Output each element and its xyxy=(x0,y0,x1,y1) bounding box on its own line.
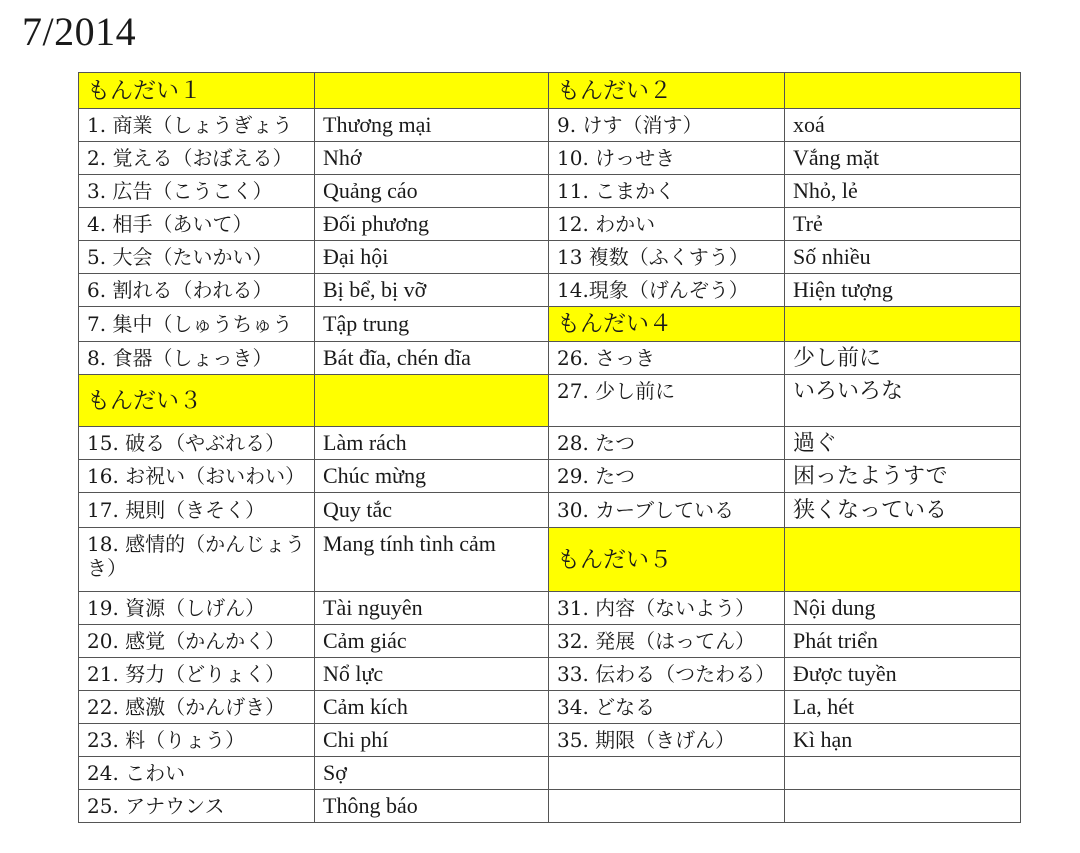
term-cell: 31. 内容（ないよう） xyxy=(549,592,785,625)
meaning-cell: Quy tắc xyxy=(315,493,549,528)
table-row xyxy=(79,757,1021,790)
meaning-cell: 困ったようすで xyxy=(785,460,1021,493)
meaning-cell: Nhỏ, lẻ xyxy=(785,175,1021,208)
table-row xyxy=(79,592,1021,625)
table-row xyxy=(79,724,1021,757)
table-row xyxy=(79,73,1021,109)
table-cell xyxy=(315,375,549,427)
meaning-cell: Làm rách xyxy=(315,427,549,460)
term-cell: 16. お祝い（おいわい） xyxy=(79,460,315,493)
table-row xyxy=(79,142,1021,175)
table-cell xyxy=(785,307,1021,342)
meaning-cell: Nhớ xyxy=(315,142,549,175)
meaning-cell: Tập trung xyxy=(315,307,549,342)
term-cell: 12. わかい xyxy=(549,208,785,241)
meaning-cell: Phát triển xyxy=(785,625,1021,658)
meaning-cell: Vắng mặt xyxy=(785,142,1021,175)
table-row xyxy=(79,274,1021,307)
meaning-cell: 過ぐ xyxy=(785,427,1021,460)
meaning-cell: Được tuyền xyxy=(785,658,1021,691)
term-cell: 21. 努力（どりょく） xyxy=(79,658,315,691)
term-cell: 27. 少し前に xyxy=(549,375,785,427)
term-cell: 22. 感激（かんげき） xyxy=(79,691,315,724)
term-cell: 26. さっき xyxy=(549,342,785,375)
term-cell: 7. 集中（しゅうちゅう xyxy=(79,307,315,342)
term-cell: 28. たつ xyxy=(549,427,785,460)
meaning-cell: Kì hạn xyxy=(785,724,1021,757)
term-cell: 13 複数（ふくすう） xyxy=(549,241,785,274)
table-cell xyxy=(315,73,549,109)
meaning-cell: Đối phương xyxy=(315,208,549,241)
meaning-cell: Chúc mừng xyxy=(315,460,549,493)
meaning-cell: Thương mại xyxy=(315,109,549,142)
term-cell: 6. 割れる（われる） xyxy=(79,274,315,307)
section-header-mondai-4: もんだい４ xyxy=(549,307,785,342)
section-header-mondai-2: もんだい２ xyxy=(549,73,785,109)
term-cell: 33. 伝わる（つたわる） xyxy=(549,658,785,691)
term-cell: 35. 期限（きげん） xyxy=(549,724,785,757)
term-cell: 14.現象（げんぞう） xyxy=(549,274,785,307)
term-cell: 20. 感覚（かんかく） xyxy=(79,625,315,658)
meaning-cell xyxy=(785,790,1021,823)
meaning-cell: Sợ xyxy=(315,757,549,790)
meaning-cell: Thông báo xyxy=(315,790,549,823)
table-cell xyxy=(785,528,1021,592)
term-cell: 17. 規則（きそく） xyxy=(79,493,315,528)
meaning-cell: いろいろな xyxy=(785,375,1021,427)
meaning-cell: 狭くなっている xyxy=(785,493,1021,528)
term-cell: 10. けっせき xyxy=(549,142,785,175)
meaning-cell: Cảm kích xyxy=(315,691,549,724)
meaning-cell: Hiện tượng xyxy=(785,274,1021,307)
meaning-cell: Chi phí xyxy=(315,724,549,757)
term-cell: 5. 大会（たいかい） xyxy=(79,241,315,274)
table-row xyxy=(79,528,1021,592)
term-cell: 23. 料（りょう） xyxy=(79,724,315,757)
table-row xyxy=(79,625,1021,658)
table-row xyxy=(79,375,1021,427)
term-cell: 30. カーブしている xyxy=(549,493,785,528)
meaning-cell: Đại hội xyxy=(315,241,549,274)
vocabulary-table xyxy=(78,72,1021,823)
meaning-cell: Trẻ xyxy=(785,208,1021,241)
term-cell xyxy=(549,757,785,790)
meaning-cell: Cảm giác xyxy=(315,625,549,658)
section-header-mondai-3: もんだい３ xyxy=(79,375,315,427)
meaning-cell: Bát đĩa, chén dĩa xyxy=(315,342,549,375)
meaning-cell: Nổ lực xyxy=(315,658,549,691)
meaning-cell: xoá xyxy=(785,109,1021,142)
table-row xyxy=(79,460,1021,493)
table-row xyxy=(79,691,1021,724)
meaning-cell: Mang tính tình cảm xyxy=(315,528,549,592)
table-row xyxy=(79,241,1021,274)
meaning-cell: Tài nguyên xyxy=(315,592,549,625)
table-row xyxy=(79,109,1021,142)
term-cell: 24. こわい xyxy=(79,757,315,790)
term-cell: 15. 破る（やぶれる） xyxy=(79,427,315,460)
table-row xyxy=(79,307,1021,342)
term-cell: 3. 広告（こうこく） xyxy=(79,175,315,208)
table-row xyxy=(79,175,1021,208)
term-cell: 1. 商業（しょうぎょう xyxy=(79,109,315,142)
section-header-mondai-5: もんだい５ xyxy=(549,528,785,592)
term-cell: 9. けす（消す） xyxy=(549,109,785,142)
page-title: 7/2014 xyxy=(22,9,137,54)
term-cell: 2. 覚える（おぼえる） xyxy=(79,142,315,175)
meaning-cell: Quảng cáo xyxy=(315,175,549,208)
table-row xyxy=(79,427,1021,460)
table-cell xyxy=(785,73,1021,109)
table-row xyxy=(79,342,1021,375)
meaning-cell: La, hét xyxy=(785,691,1021,724)
table-row xyxy=(79,493,1021,528)
term-cell: 18. 感情的（かんじょうき） xyxy=(79,528,315,592)
term-cell: 25. アナウンス xyxy=(79,790,315,823)
meaning-cell: Bị bể, bị vỡ xyxy=(315,274,549,307)
meaning-cell xyxy=(785,757,1021,790)
term-cell: 8. 食器（しょっき） xyxy=(79,342,315,375)
term-cell: 29. たつ xyxy=(549,460,785,493)
term-cell: 11. こまかく xyxy=(549,175,785,208)
term-cell: 4. 相手（あいて） xyxy=(79,208,315,241)
table-row xyxy=(79,658,1021,691)
term-cell: 32. 発展（はってん） xyxy=(549,625,785,658)
term-cell: 34. どなる xyxy=(549,691,785,724)
table-row xyxy=(79,790,1021,823)
term-cell xyxy=(549,790,785,823)
section-header-mondai-1: もんだい１ xyxy=(79,73,315,109)
term-cell: 19. 資源（しげん） xyxy=(79,592,315,625)
table-row xyxy=(79,208,1021,241)
meaning-cell: 少し前に xyxy=(785,342,1021,375)
meaning-cell: Số nhiều xyxy=(785,241,1021,274)
meaning-cell: Nội dung xyxy=(785,592,1021,625)
